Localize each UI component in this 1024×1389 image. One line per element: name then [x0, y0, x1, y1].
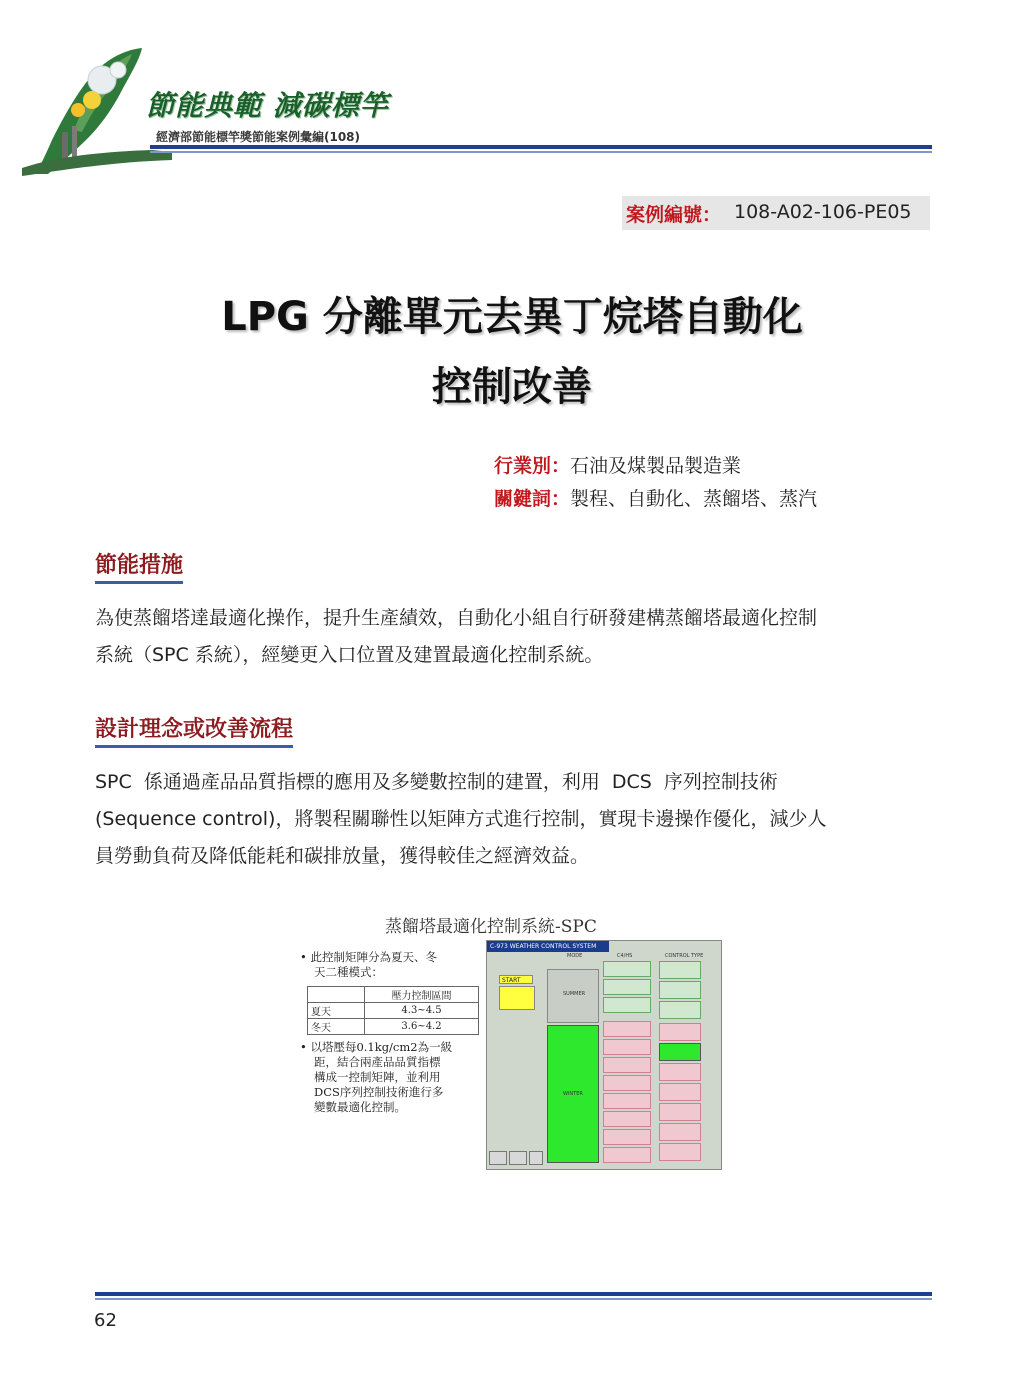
dcs-cell [603, 1093, 651, 1109]
section-heading-design-concept: 設計理念或改善流程 [95, 712, 293, 748]
section2-line2: (Sequence control)，將製程關聯性以矩陣方式進行控制，實現卡邊操作優化，減少人 [95, 808, 827, 830]
keywords-label: 關鍵詞： [494, 488, 571, 510]
dcs-cell [659, 961, 701, 979]
dcs-cell [659, 1143, 701, 1161]
dcs-cell [659, 1001, 701, 1019]
industry-value: 石油及煤製品製造業 [570, 455, 742, 477]
page-title-line1: LPG 分離單元去異丁烷塔自動化 [221, 294, 803, 340]
table-row [308, 1019, 479, 1035]
section1-line2: 系統（SPC 系統），經變更入口位置及建置最適化控制系統。 [95, 644, 604, 666]
header-slogan: 節能典範 減碳標竿 [146, 89, 389, 122]
case-number-value: 108-A02-106-PE05 [734, 201, 912, 223]
figure-bullet2-line5: 變數最適化控制。 [314, 1100, 406, 1114]
table-row [308, 1003, 479, 1019]
dcs-cell [603, 1021, 651, 1037]
dcs-cell [603, 1039, 651, 1055]
header-rule [150, 145, 932, 149]
page-number: 62 [94, 1310, 117, 1331]
dcs-summer-label: SUMMER [563, 991, 586, 997]
keywords-row [494, 484, 817, 511]
figure-title: 蒸餾塔最適化控制系統-SPC [385, 917, 597, 937]
dcs-cell [659, 1123, 701, 1141]
dcs-title: C-973 WEATHER CONTROL SYSTEM [490, 943, 597, 950]
dcs-col-mode: MODE [567, 953, 583, 959]
dcs-col-c4: C4/HS [617, 953, 633, 959]
pressure-table [307, 986, 479, 1035]
dcs-cell [659, 1103, 701, 1121]
case-number-label: 案例編號： [626, 204, 722, 226]
dcs-panel [486, 940, 722, 1170]
dcs-cell [603, 979, 651, 995]
dcs-start-button[interactable]: START [499, 975, 533, 984]
dcs-cell [603, 1057, 651, 1073]
table-row-value: 4.3~4.5 [365, 1003, 479, 1019]
table-row-label: 夏天 [308, 1003, 365, 1019]
section1-line1: 為使蒸餾塔達最適化操作，提升生產績效，自動化小組自行研發建構蒸餾塔最適化控制 [95, 607, 818, 629]
dcs-cell [603, 1111, 651, 1127]
dcs-nav-button[interactable] [529, 1151, 543, 1165]
table-row-value: 3.6~4.2 [365, 1019, 479, 1035]
industry-label: 行業別： [494, 455, 571, 477]
industry-row [494, 451, 741, 478]
dcs-nav-button[interactable] [489, 1151, 507, 1165]
dcs-cell [603, 1129, 651, 1145]
section-heading-energy-measures: 節能措施 [95, 548, 183, 584]
figure-bullet2-line3: 構成一控制矩陣，並利用 [314, 1070, 441, 1084]
section2-line3: 員勞動負荷及降低能耗和碳排放量，獲得較佳之經濟效益。 [95, 845, 590, 867]
table-corner [308, 987, 365, 1003]
dcs-cell [659, 1083, 701, 1101]
figure-bullet1-line2: 天二種模式： [314, 965, 383, 979]
dcs-normal-status [499, 986, 535, 1010]
dcs-winter-label: WINTER [563, 1091, 583, 1097]
footer-rule [95, 1292, 932, 1296]
dcs-cell [603, 1075, 651, 1091]
dcs-cell [659, 1063, 701, 1081]
header-rule-thin [150, 151, 932, 153]
dcs-cell [659, 981, 701, 999]
dcs-cell [603, 961, 651, 977]
figure-bullet1-line1: • 此控制矩陣分為夏天、冬 [300, 950, 437, 964]
table-header: 壓力控制區間 [365, 987, 479, 1003]
footer-rule-thin [95, 1298, 932, 1300]
figure-bullet2-line2: 距，結合兩產品品質指標 [314, 1055, 441, 1069]
section2-line1: SPC 係通過產品品質指標的應用及多變數控制的建置，利用 DCS 序列控制技術 [95, 771, 778, 793]
figure-bullet2-line1: • 以塔壓每0.1kg/cm2為一級 [300, 1040, 453, 1054]
dcs-col-control: CONTROL TYPE [665, 953, 704, 959]
header-subtitle: 經濟部節能標竿獎節能案例彙編(108) [156, 130, 361, 144]
dcs-nav-button[interactable] [509, 1151, 527, 1165]
table-row-label: 冬天 [308, 1019, 365, 1035]
figure-bullet2-line4: DCS序列控制技術進行多 [314, 1085, 444, 1099]
page-title-line2: 控制改善 [432, 364, 592, 410]
dcs-cell [603, 997, 651, 1013]
dcs-cell [603, 1147, 651, 1163]
keywords-value: 製程、自動化、蒸餾塔、蒸汽 [570, 488, 818, 510]
dcs-cell [659, 1023, 701, 1041]
dcs-cell-active [659, 1043, 701, 1061]
